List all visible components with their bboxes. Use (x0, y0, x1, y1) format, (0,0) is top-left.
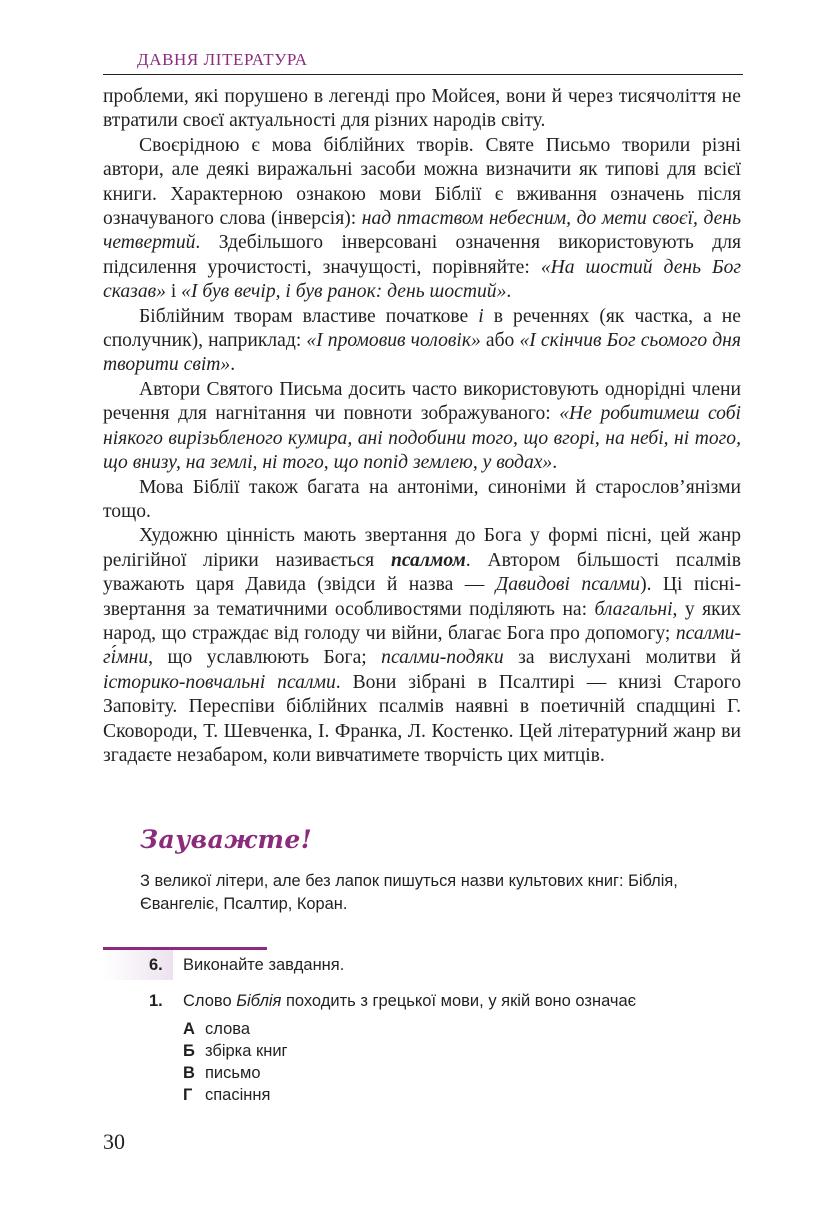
paragraph-6: Художню цінність мають звертання до Бога у формі пісні, цей жанр релігійної лірики називається псалмом. Автором більшості псалмів уважають царя Давида (звідси й назва — Давидові псалми). Ці пісні-звертання за тематичними особливостями поділяють на: благальні, у яких народ, що страждає від голоду чи війни, благає Бога про допомогу; псалми-гі́мни, що уславлюють Бога; псалми-подяки за вислухані молитви й історико-повчальні псалми. Вони зібрані в Псалтирі — книзі Старого Заповіту. Переспіви біблійних псалмів наявні в поетичній спадщині Г. Сковороди, Т. Шевченка, І. Франка, Л. Костенко. Цей літературний жанр ви згадаєте незабаром, коли вивчатимете творчість цих митців. (103, 525, 742, 766)
task-number: 6. (149, 956, 163, 974)
page-number: 30 (103, 1129, 125, 1154)
note-text: З великої літери, але без лапок пишуться назви культових книг: Біблія, Євангеліє, Псалтир, Коран. (140, 872, 678, 913)
answer-option-d: Г спасіння (183, 1086, 271, 1104)
main-text (103, 85, 741, 768)
paragraph-4: Автори Святого Письма досить часто використовують однорідні члени речення для нагнітання чи повноти зображуваного: «Не робитимеш собі ніякого вирізьбленого кумира, ані подобини того, що вгорі, на небі, ні того, що внизу, на землі, ні того, що попід землею, у водах». (103, 378, 741, 474)
running-header (103, 50, 743, 75)
paragraph-3: Біблійним творам властиве початкове і в реченнях (як частка, а не сполучник), наприклад: «І промовив чоловік» або «І скінчив Бог сьомого дня творити світ». (103, 305, 741, 376)
question-number: 1. (149, 992, 163, 1010)
answer-option-c: В письмо (183, 1064, 261, 1082)
task-title: Виконайте завдання. (183, 956, 345, 974)
answer-option-a: А слова (183, 1020, 250, 1038)
paragraph-1: проблеми, які порушено в легенді про Мойсея, вони й через тисячоліття не втратили своєї актуальності для різних народів світу. (103, 86, 741, 132)
note-heading: Зауважте! (140, 825, 313, 854)
answer-option-b: Б збірка книг (183, 1042, 288, 1060)
paragraph-5: Мова Біблії також багата на антоніми, синоніми й старослов’янізми тощо. (103, 476, 741, 522)
question-text: Слово Біблія походить з грецької мови, у якій воно означає (183, 992, 637, 1010)
section-title: ДАВНЯ ЛІТЕРАТУРА (137, 50, 308, 69)
paragraph-2: Своєрідною є мова біблійних творів. Святе Письмо творили різні автори, але деякі виражальні засоби можна визначити як типові для всієї книги. Характерною ознакою мови Біблії є вживання означень після означуваного слова (інверсія): над птаством небесним, до мети своєї, день четвертий. Здебільшого інверсовані означення використовують для підсилення урочистості, значущості, порівняйте: «На шостий день Бог сказав» і «І був вечір, і був ранок: день шостий». (103, 134, 742, 303)
